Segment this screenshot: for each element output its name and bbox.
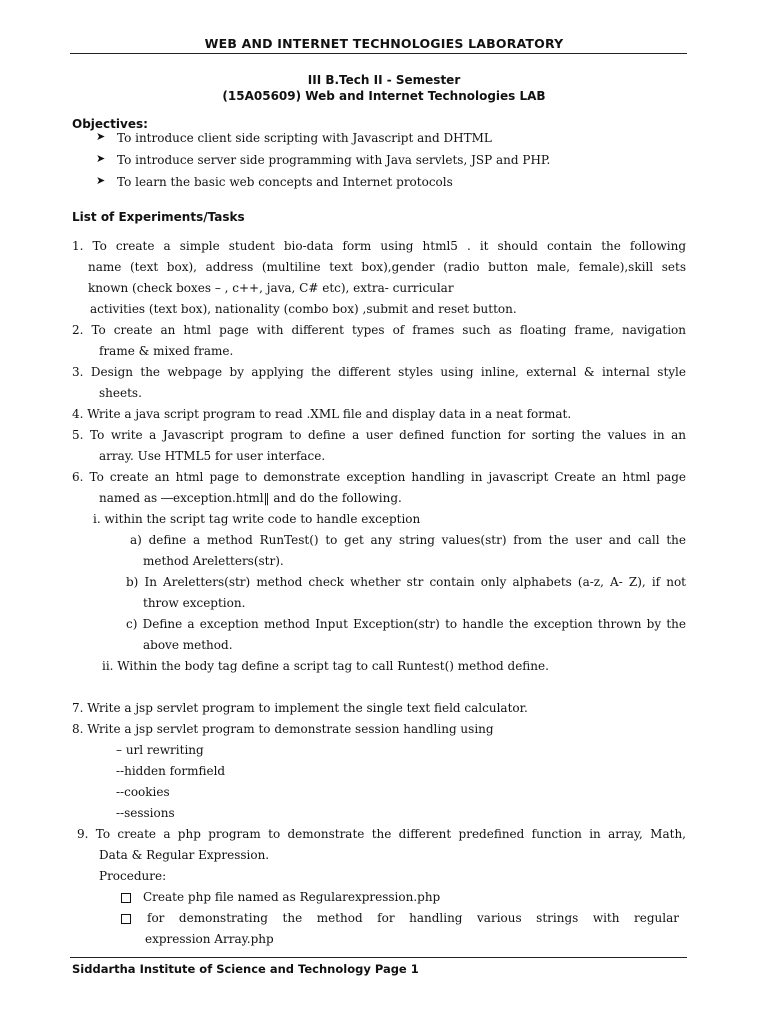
experiment-6-subitem: above method. xyxy=(143,638,233,652)
procedure-step: expression Array.php xyxy=(145,932,274,946)
experiment-6-line: named as ―exception.html‖ and do the following. xyxy=(99,491,402,505)
arrow-bullet-icon: ➤ xyxy=(96,174,106,187)
experiment-9-line: Data & Regular Expression. xyxy=(99,848,270,862)
experiment-6-subitem: i. within the script tag write code to handle exception xyxy=(93,512,421,526)
experiment-6-subitem: method Areletters(str). xyxy=(143,554,284,568)
experiment-2-line: frame & mixed frame. xyxy=(99,344,234,358)
experiment-7-line: 7. Write a jsp servlet program to implement the single text field calculator. xyxy=(72,701,528,715)
footer-rule xyxy=(70,957,687,958)
experiment-8-line: 8. Write a jsp servlet program to demonstrate session handling using xyxy=(72,722,494,736)
experiment-1-line: activities (text box), nationality (combo box) ,submit and reset button. xyxy=(90,302,517,316)
objective-item: To introduce client side scripting with Javascript and DHTML xyxy=(117,131,492,145)
experiment-3-line: 3. Design the webpage by applying the different styles using inline, external & internal style xyxy=(72,365,686,379)
experiment-6-subitem: a) define a method RunTest() to get any string values(str) from the user and call the xyxy=(130,533,686,547)
procedure-step: Create php file named as Regularexpression.php xyxy=(143,890,441,904)
experiment-3-line: sheets. xyxy=(99,386,142,400)
objective-item: To introduce server side programming with Java servlets, JSP and PHP. xyxy=(117,153,551,167)
session-method-item: --cookies xyxy=(116,785,170,799)
arrow-bullet-icon: ➤ xyxy=(96,152,106,165)
header-rule xyxy=(70,53,687,54)
experiment-1-line: known (check boxes – , c++, java, C# etc), extra- curricular xyxy=(88,281,454,295)
running-header: WEB AND INTERNET TECHNOLOGIES LABORATORY xyxy=(204,36,564,51)
experiment-5-line: array. Use HTML5 for user interface. xyxy=(99,449,326,463)
objectives-heading: Objectives: xyxy=(72,117,148,131)
experiment-4-line: 4. Write a java script program to read .XML file and display data in a neat format. xyxy=(72,407,572,421)
arrow-bullet-icon: ➤ xyxy=(96,130,106,143)
experiment-6-line: 6. To create an html page to demonstrate exception handling in javascript Create an html page xyxy=(72,470,686,484)
experiments-heading: List of Experiments/Tasks xyxy=(72,210,245,224)
experiment-9-line: 9. To create a php program to demonstrate the different predefined function in array, Math, xyxy=(77,827,686,841)
course-year: III B.Tech II - Semester xyxy=(307,73,461,87)
experiment-1-line: name (text box), address (multiline text box),gender (radio button male, female),skill sets xyxy=(88,260,686,274)
session-method-item: --hidden formfield xyxy=(116,764,226,778)
procedure-label: Procedure: xyxy=(99,869,167,883)
checkbox-bullet-icon xyxy=(121,914,131,924)
experiment-1-line: 1. To create a simple student bio-data form using html5 . it should contain the following xyxy=(72,239,686,253)
experiment-6-subitem: b) In Areletters(str) method check whether str contain only alphabets (a-z, A- Z), if not xyxy=(126,575,686,589)
procedure-step: for demonstrating the method for handling various strings with regular xyxy=(147,911,679,925)
objective-item: To learn the basic web concepts and Internet protocols xyxy=(117,175,453,189)
experiment-6-subitem: ii. Within the body tag define a script tag to call Runtest() method define. xyxy=(102,659,549,673)
experiment-2-line: 2. To create an html page with different types of frames such as floating frame, navigation xyxy=(72,323,686,337)
experiment-6-subitem: c) Define a exception method Input Exception(str) to handle the exception thrown by the xyxy=(126,617,686,631)
course-title: (15A05609) Web and Internet Technologies LAB xyxy=(222,89,546,103)
session-method-item: – url rewriting xyxy=(116,743,204,757)
checkbox-bullet-icon xyxy=(121,893,131,903)
experiment-6-subitem: throw exception. xyxy=(143,596,246,610)
experiment-5-line: 5. To write a Javascript program to define a user defined function for sorting the values in an xyxy=(72,428,686,442)
session-method-item: --sessions xyxy=(116,806,175,820)
page-footer: Siddartha Institute of Science and Technology Page 1 xyxy=(72,962,419,976)
